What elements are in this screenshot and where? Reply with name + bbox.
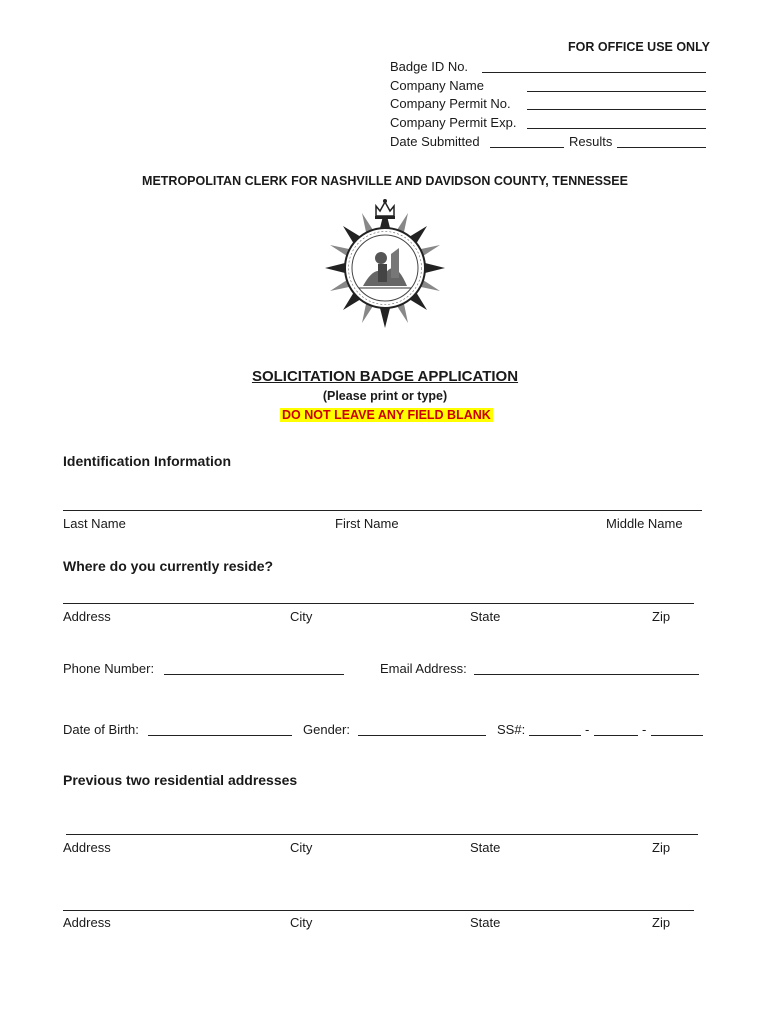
ssn-part-1-field[interactable]	[529, 735, 581, 736]
identification-heading: Identification Information	[63, 453, 231, 469]
previous-city-2-label: City	[290, 915, 313, 930]
date-submitted-field[interactable]	[490, 147, 564, 148]
metro-seal-icon	[320, 198, 450, 332]
company-permit-no-label: Company Permit No.	[390, 96, 511, 111]
previous-state-1-label: State	[470, 840, 501, 855]
ssn-separator-1: -	[585, 722, 590, 737]
do-not-leave-blank-warning: DO NOT LEAVE ANY FIELD BLANK	[282, 408, 491, 422]
ssn-part-3-field[interactable]	[651, 735, 703, 736]
company-permit-exp-field[interactable]	[527, 128, 706, 129]
company-permit-no-field[interactable]	[527, 109, 706, 110]
full-name-field[interactable]	[63, 510, 702, 511]
current-state-label: State	[470, 609, 501, 624]
gender-field[interactable]	[358, 735, 486, 736]
company-name-field[interactable]	[527, 91, 706, 92]
current-address-field[interactable]	[63, 603, 694, 604]
results-label: Results	[569, 134, 613, 149]
first-name-label: First Name	[335, 516, 399, 531]
agency-title: METROPOLITAN CLERK FOR NASHVILLE AND DAVIDSON COUNTY, TENNESSEE	[142, 174, 628, 188]
seal-crown	[375, 199, 395, 219]
email-label: Email Address:	[380, 661, 467, 676]
previous-state-2-label: State	[470, 915, 501, 930]
previous-city-1-label: City	[290, 840, 313, 855]
dob-field[interactable]	[148, 735, 292, 736]
ssn-label: SS#:	[497, 722, 526, 737]
gender-label: Gender:	[303, 722, 350, 737]
dob-label: Date of Birth:	[63, 722, 139, 737]
date-submitted-label: Date Submitted	[390, 134, 480, 149]
middle-name-label: Middle Name	[606, 516, 683, 531]
phone-field[interactable]	[164, 674, 344, 675]
previous-zip-2-label: Zip	[652, 915, 671, 930]
form-subtitle: (Please print or type)	[322, 389, 448, 403]
previous-address-1-field[interactable]	[66, 834, 698, 835]
current-city-label: City	[290, 609, 313, 624]
previous-address-2-label: Address	[63, 915, 111, 930]
last-name-label: Last Name	[63, 516, 126, 531]
results-field[interactable]	[617, 147, 706, 148]
email-field[interactable]	[474, 674, 699, 675]
current-residence-heading: Where do you currently reside?	[63, 558, 274, 574]
office-use-heading: FOR OFFICE USE ONLY	[568, 40, 710, 54]
seal-star-rays	[325, 208, 445, 328]
phone-label: Phone Number:	[63, 661, 155, 676]
previous-zip-1-label: Zip	[652, 840, 671, 855]
previous-addresses-heading: Previous two residential addresses	[63, 772, 298, 788]
previous-address-1-label: Address	[63, 840, 111, 855]
previous-address-2-field[interactable]	[63, 910, 694, 911]
company-name-label: Company Name	[390, 78, 484, 93]
ssn-separator-2: -	[642, 722, 647, 737]
current-address-label: Address	[63, 609, 111, 624]
badge-id-label: Badge ID No.	[390, 59, 469, 74]
company-permit-exp-label: Company Permit Exp.	[390, 115, 517, 130]
badge-id-field[interactable]	[482, 72, 706, 73]
current-zip-label: Zip	[652, 609, 671, 624]
ssn-part-2-field[interactable]	[594, 735, 638, 736]
form-title: SOLICITATION BADGE APPLICATION	[251, 368, 519, 385]
